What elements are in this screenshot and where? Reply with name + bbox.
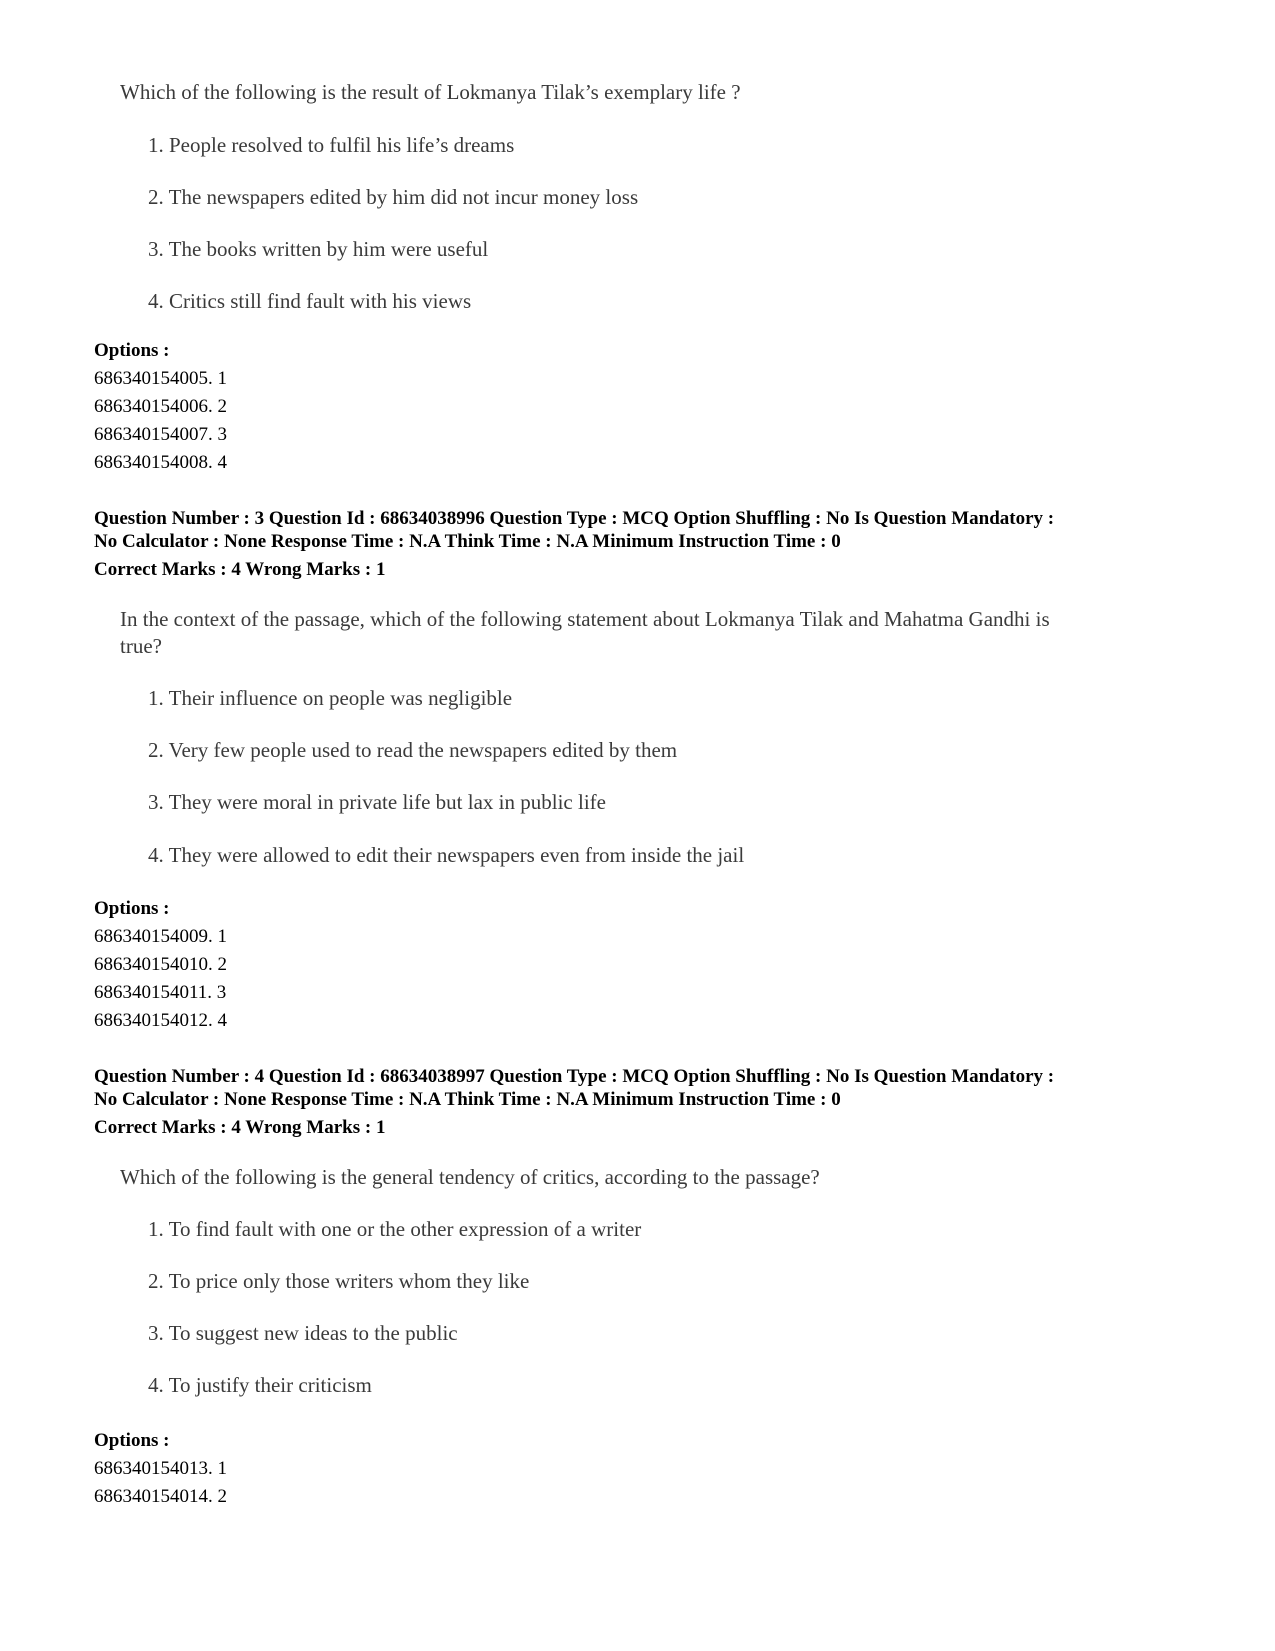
q2-item-3: 3. The books written by him were useful [148, 237, 489, 261]
q4-marks: Correct Marks : 4 Wrong Marks : 1 [94, 1117, 386, 1138]
q2-item-2: 2. The newspapers edited by him did not incur money loss [148, 185, 639, 209]
q4-option-2: 686340154014. 2 [94, 1486, 227, 1507]
q4-item-1: 1. To find fault with one or the other expression of a writer [148, 1217, 642, 1241]
q4-item-2: 2. To price only those writers whom they like [148, 1269, 530, 1293]
q4-meta-line-1: Question Number : 4 Question Id : 68634038997 Question Type : MCQ Option Shuffling : No Is Question Mandatory : [94, 1066, 1055, 1087]
q2-options-label: Options : [94, 340, 170, 361]
q3-question-line-2: true? [120, 634, 162, 658]
q3-meta-line-1: Question Number : 3 Question Id : 68634038996 Question Type : MCQ Option Shuffling : No Is Question Mandatory : [94, 508, 1055, 529]
q3-option-2: 686340154010. 2 [94, 954, 227, 975]
q4-question-text: Which of the following is the general tendency of critics, according to the passage? [120, 1165, 820, 1189]
q3-item-4: 4. They were allowed to edit their newspapers even from inside the jail [148, 843, 745, 867]
q3-item-2: 2. Very few people used to read the newspapers edited by them [148, 738, 678, 762]
q3-marks: Correct Marks : 4 Wrong Marks : 1 [94, 559, 386, 580]
q2-option-3: 686340154007. 3 [94, 424, 227, 445]
q2-option-4: 686340154008. 4 [94, 452, 227, 473]
q3-option-4: 686340154012. 4 [94, 1010, 227, 1031]
q2-item-1: 1. People resolved to fulfil his life’s dreams [148, 133, 515, 157]
q3-option-1: 686340154009. 1 [94, 926, 227, 947]
q2-question-text: Which of the following is the result of Lokmanya Tilak’s exemplary life ? [120, 80, 741, 104]
q4-item-4: 4. To justify their criticism [148, 1373, 372, 1397]
q3-item-1: 1. Their influence on people was negligible [148, 686, 513, 710]
q3-question-line-1: In the context of the passage, which of the following statement about Lokmanya Tilak and Mahatma Gandhi is [120, 607, 1050, 631]
q4-item-3: 3. To suggest new ideas to the public [148, 1321, 458, 1345]
q3-options-label: Options : [94, 898, 170, 919]
q3-meta-line-2: No Calculator : None Response Time : N.A Think Time : N.A Minimum Instruction Time : 0 [94, 531, 841, 552]
q2-option-2: 686340154006. 2 [94, 396, 227, 417]
q2-item-4: 4. Critics still find fault with his views [148, 289, 472, 313]
q4-meta-line-2: No Calculator : None Response Time : N.A Think Time : N.A Minimum Instruction Time : 0 [94, 1089, 841, 1110]
q4-options-label: Options : [94, 1430, 170, 1451]
q4-option-1: 686340154013. 1 [94, 1458, 227, 1479]
q3-option-3: 686340154011. 3 [94, 982, 227, 1003]
q3-item-3: 3. They were moral in private life but lax in public life [148, 790, 606, 814]
q2-option-1: 686340154005. 1 [94, 368, 227, 389]
